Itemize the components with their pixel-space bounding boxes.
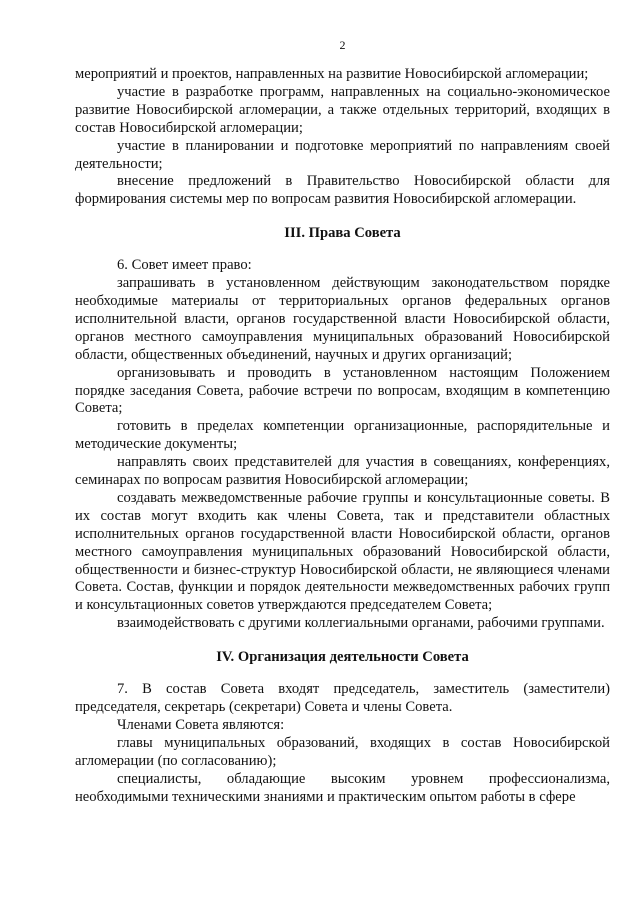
section-heading-rights: III. Права Совета (284, 225, 401, 242)
paragraph: готовить в пределах компетенции организационные, распорядительные и методические документы; (75, 418, 610, 453)
paragraph: Членами Совета являются: (117, 716, 285, 733)
paragraph: направлять своих представителей для участия в совещаниях, конференциях, семинарах по вопросам развития Новосибирской агломерации; (75, 454, 610, 489)
paragraph: главы муниципальных образований, входящих в состав Новосибирской агломерации (по согласованию); (75, 734, 610, 769)
paragraph: мероприятий и проектов, направленных на развитие Новосибирской агломерации; (75, 66, 589, 82)
paragraph: взаимодействовать с другими коллегиальными органами, рабочими группами. (117, 615, 605, 632)
paragraph: внесение предложений в Правительство Новосибирской области для формирования системы мер по вопросам развития Новосибирской агломерации. (75, 173, 610, 208)
paragraph: создавать межведомственные рабочие группы и консультационные советы. В их состав могут входить как члены Совета, так и представители областных исполнительных органов государственной власти Новосибирской области, органов местного самоуправления муниципальных образований Новосибирской области, общественности и бизнес-структур Новосибирской области, не являющиеся членами Совета. Состав, функции и порядок деятельности межведомственных рабочих групп и консультационных советов утверждаются председателем Совета; (75, 489, 610, 614)
paragraph: организовывать и проводить в установленном настоящим Положением порядке заседания Совета, рабочие встречи по вопросам, входящим в компетенцию Совета; (75, 364, 610, 417)
paragraph: участие в разработке программ, направленных на социально-экономическое развитие Новосибирской агломерации, а также отдельных территорий, входящих в состав Новосибирской агломерации; (75, 83, 610, 136)
paragraph: запрашивать в установленном действующим законодательством порядке необходимые материалы от территориальных органов федеральных органов исполнительной власти, органов государственной власти Новосибирской области, органов местного самоуправления муниципальных образований Новосибирской области, общественных объединений, научных и других организаций; (75, 275, 610, 363)
page-number: 2 (339, 38, 346, 52)
section-heading-organization: IV. Организация деятельности Совета (216, 649, 469, 666)
paragraph: участие в планировании и подготовке мероприятий по направлениям своей деятельности; (75, 137, 610, 172)
paragraph: 7. В состав Совета входят председатель, заместитель (заместители) председателя, секретарь (секретари) Совета и члены Совета. (75, 681, 610, 715)
paragraph: 6. Совет имеет право: (117, 257, 252, 274)
paragraph: специалисты, обладающие высоким уровнем профессионализма, необходимыми техническими знаниями и практическим опытом работы в сфере (75, 770, 610, 805)
